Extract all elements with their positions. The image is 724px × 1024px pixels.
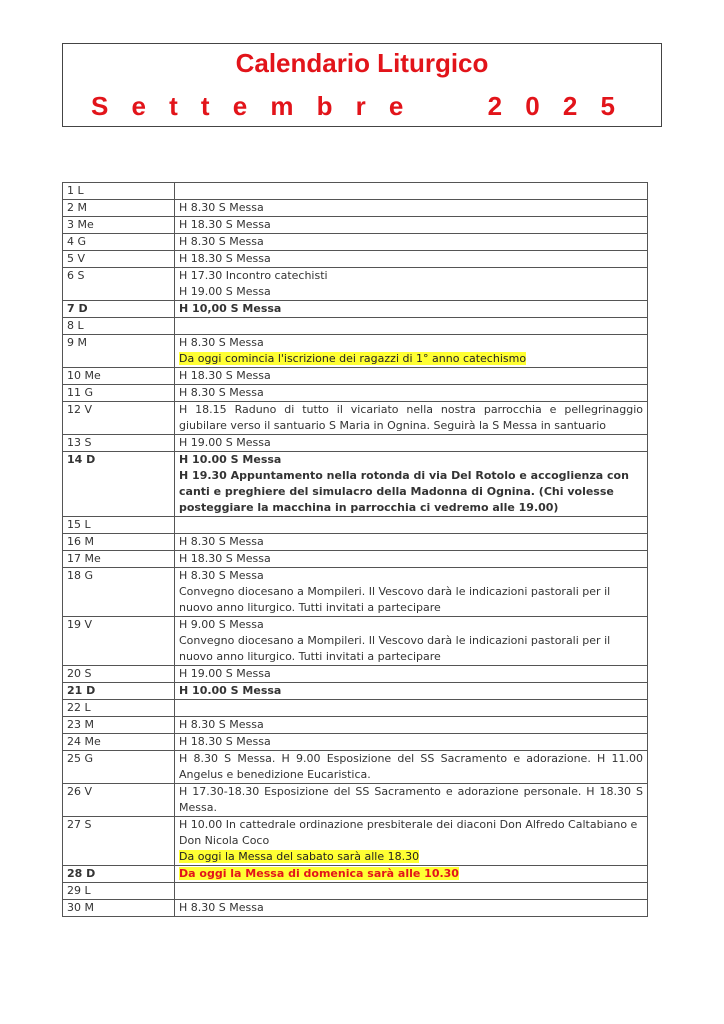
- day-cell: 14 D: [63, 452, 175, 517]
- table-row: [63, 301, 648, 318]
- calendar-body: [63, 183, 648, 917]
- day-cell: 6 S: [63, 268, 175, 301]
- table-row: [63, 666, 648, 683]
- calendar-header: [62, 43, 662, 127]
- month-letter: S: [91, 90, 109, 121]
- highlighted-note: Da oggi la Messa di domenica sarà alle 10.30: [179, 867, 459, 880]
- highlighted-note: Da oggi la Messa del sabato sarà alle 18.30: [179, 850, 420, 863]
- table-row: [63, 883, 648, 900]
- table-row: [63, 335, 648, 368]
- table-row: [63, 683, 648, 700]
- table-row: [63, 717, 648, 734]
- table-row: [63, 183, 648, 200]
- event-cell: [175, 335, 648, 368]
- event-cell: [175, 751, 648, 784]
- day-cell: 20 S: [63, 666, 175, 683]
- month-letter: t: [169, 90, 178, 121]
- day-cell: 7 D: [63, 301, 175, 318]
- calendar-table: [62, 182, 648, 917]
- event-cell: [175, 717, 648, 734]
- day-cell: 27 S: [63, 817, 175, 866]
- event-line: H 8.30 S Messa: [179, 901, 264, 914]
- event-cell: [175, 200, 648, 217]
- day-cell: 29 L: [63, 883, 175, 900]
- event-cell: [175, 234, 648, 251]
- event-line: H 8.30 S Messa: [179, 235, 264, 248]
- event-line: H 19.30 Appuntamento nella rotonda di via Del Rotolo e accoglienza con canti e preghiere del simulacro della Madonna di Ognina. (Chi volesse posteggiare la macchina in parrocchia ci vedremo alle 19.00): [179, 469, 629, 514]
- month-letter: e: [131, 90, 146, 121]
- table-row: [63, 700, 648, 717]
- event-line: H 8.30 S Messa: [179, 201, 264, 214]
- event-line: H 10.00 In cattedrale ordinazione presbiterale dei diaconi Don Alfredo Caltabiano e Don Nicola Coco: [179, 818, 638, 847]
- day-cell: 17 Me: [63, 551, 175, 568]
- table-row: [63, 452, 648, 517]
- day-cell: 5 V: [63, 251, 175, 268]
- event-cell: [175, 368, 648, 385]
- day-cell: 13 S: [63, 435, 175, 452]
- table-row: [63, 534, 648, 551]
- event-line: H 10,00 S Messa: [179, 302, 282, 315]
- day-cell: 28 D: [63, 866, 175, 883]
- event-cell: [175, 385, 648, 402]
- event-line: H 19.00 S Messa: [179, 667, 271, 680]
- day-cell: 30 M: [63, 900, 175, 917]
- event-line: H 8.30 S Messa: [179, 569, 264, 582]
- event-line: H 17.30-18.30 Esposizione del SS Sacramento e adorazione personale. H 18.30 S Messa.: [179, 785, 643, 814]
- event-line: H 8.30 S Messa: [179, 336, 264, 349]
- day-cell: 26 V: [63, 784, 175, 817]
- day-cell: 23 M: [63, 717, 175, 734]
- event-cell: [175, 568, 648, 617]
- year-digit: 2: [562, 90, 578, 121]
- table-row: [63, 368, 648, 385]
- table-row: [63, 617, 648, 666]
- event-line: [179, 849, 643, 865]
- day-cell: 21 D: [63, 683, 175, 700]
- event-cell: [175, 883, 648, 900]
- event-cell: [175, 217, 648, 234]
- day-cell: 18 G: [63, 568, 175, 617]
- day-cell: 16 M: [63, 534, 175, 551]
- page-title: Calendario Liturgico: [235, 48, 489, 78]
- event-line: H 10.00 S Messa: [179, 684, 282, 697]
- day-cell: 19 V: [63, 617, 175, 666]
- day-cell: 4 G: [63, 234, 175, 251]
- table-row: [63, 517, 648, 534]
- event-line: H 19.00 S Messa: [179, 285, 271, 298]
- table-row: [63, 402, 648, 435]
- event-line: H 18.30 S Messa: [179, 218, 271, 231]
- table-row: [63, 268, 648, 301]
- event-cell: [175, 817, 648, 866]
- event-cell: [175, 301, 648, 318]
- event-cell: [175, 734, 648, 751]
- year-digit: 2: [487, 90, 503, 121]
- table-row: [63, 784, 648, 817]
- event-cell: [175, 183, 648, 200]
- day-cell: 24 Me: [63, 734, 175, 751]
- event-cell: [175, 900, 648, 917]
- event-line: [179, 866, 643, 882]
- table-row: [63, 866, 648, 883]
- year-digit: 5: [600, 90, 615, 121]
- event-line: H 18.30 S Messa: [179, 552, 271, 565]
- event-line: H 17.30 Incontro catechisti: [179, 269, 328, 282]
- event-cell: [175, 666, 648, 683]
- event-cell: [175, 452, 648, 517]
- event-cell: [175, 784, 648, 817]
- table-row: [63, 217, 648, 234]
- event-cell: [175, 435, 648, 452]
- table-row: [63, 385, 648, 402]
- event-line: H 8.30 S Messa: [179, 535, 264, 548]
- highlighted-note: Da oggi comincia l'iscrizione dei ragazzi di 1° anno catechismo: [179, 352, 527, 365]
- table-row: [63, 734, 648, 751]
- event-line: H 9.00 S Messa: [179, 618, 264, 631]
- event-cell: [175, 700, 648, 717]
- event-line: H 8.30 S Messa: [179, 718, 264, 731]
- event-line: H 19.00 S Messa: [179, 436, 271, 449]
- month-letter: t: [200, 90, 210, 121]
- month-letter: r: [355, 90, 366, 121]
- event-line: H 18.30 S Messa: [179, 735, 271, 748]
- day-cell: 12 V: [63, 402, 175, 435]
- month-letter: e: [388, 90, 404, 121]
- event-cell: [175, 866, 648, 883]
- event-cell: [175, 251, 648, 268]
- event-cell: [175, 402, 648, 435]
- event-cell: [175, 617, 648, 666]
- month-letter: b: [316, 90, 333, 121]
- table-row: [63, 900, 648, 917]
- event-line: H 10.00 S Messa: [179, 453, 282, 466]
- table-row: [63, 251, 648, 268]
- day-cell: 2 M: [63, 200, 175, 217]
- day-cell: 10 Me: [63, 368, 175, 385]
- event-cell: [175, 683, 648, 700]
- day-cell: 22 L: [63, 700, 175, 717]
- table-row: [63, 551, 648, 568]
- table-row: [63, 234, 648, 251]
- event-line: H 18.30 S Messa: [179, 252, 271, 265]
- day-cell: 8 L: [63, 318, 175, 335]
- event-line: H 8.30 S Messa: [179, 386, 264, 399]
- event-line: H 8.30 S Messa. H 9.00 Esposizione del SS Sacramento e adorazione. H 11.00 Angelus e benedizione Eucaristica.: [179, 752, 643, 781]
- day-cell: 15 L: [63, 517, 175, 534]
- event-cell: [175, 268, 648, 301]
- day-cell: 3 Me: [63, 217, 175, 234]
- event-cell: [175, 318, 648, 335]
- table-row: [63, 568, 648, 617]
- table-row: [63, 751, 648, 784]
- table-row: [63, 435, 648, 452]
- event-line: Convegno diocesano a Mompileri. Il Vescovo darà le indicazioni pastorali per il nuovo anno liturgico. Tutti invitati a partecipare: [179, 585, 611, 614]
- table-row: [63, 817, 648, 866]
- table-row: [63, 318, 648, 335]
- month-letter: e: [232, 90, 248, 121]
- day-cell: 9 M: [63, 335, 175, 368]
- day-cell: 1 L: [63, 183, 175, 200]
- event-cell: [175, 534, 648, 551]
- month-letter: m: [270, 90, 294, 121]
- event-line: [179, 351, 643, 367]
- day-cell: 25 G: [63, 751, 175, 784]
- event-line: Convegno diocesano a Mompileri. Il Vescovo darà le indicazioni pastorali per il nuovo anno liturgico. Tutti invitati a partecipare: [179, 634, 611, 663]
- event-cell: [175, 551, 648, 568]
- table-row: [63, 200, 648, 217]
- event-line: H 18.15 Raduno di tutto il vicariato nella nostra parrocchia e pellegrinaggio giubilare verso il santuario S Maria in Ognina. Seguirà la S Messa in santuario: [179, 403, 643, 432]
- month-year-heading: [91, 90, 615, 122]
- year-digit: 0: [525, 90, 540, 121]
- event-line: H 18.30 S Messa: [179, 369, 271, 382]
- day-cell: 11 G: [63, 385, 175, 402]
- event-cell: [175, 517, 648, 534]
